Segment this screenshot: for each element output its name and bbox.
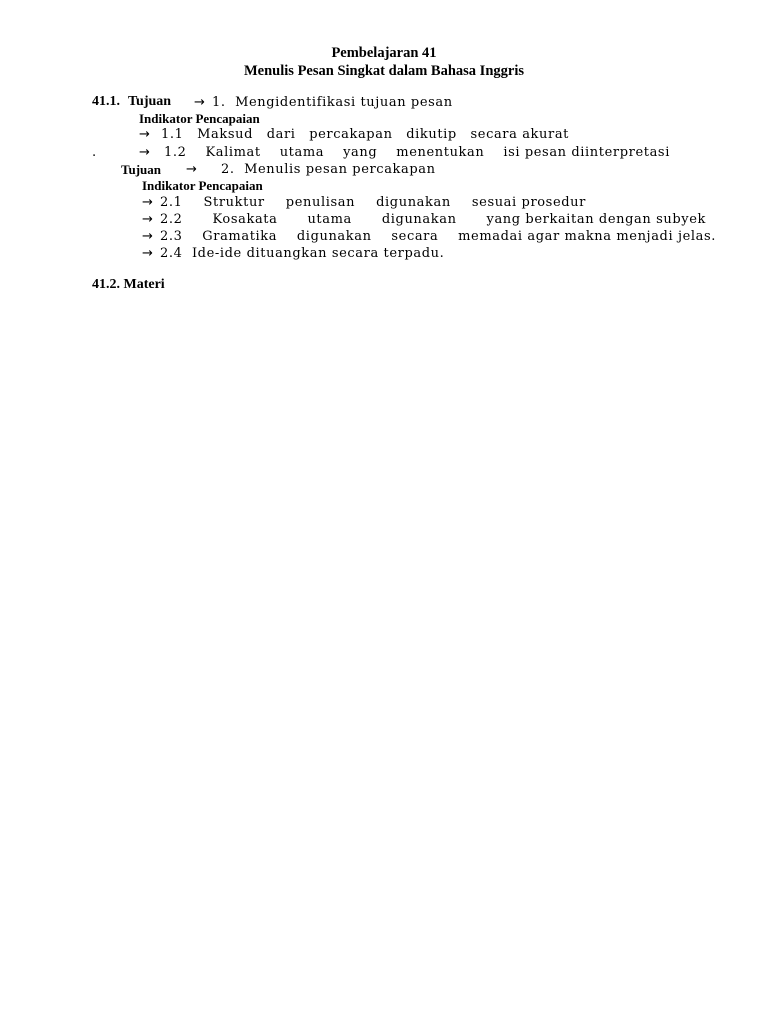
- indicator-word: Maksud: [197, 127, 254, 142]
- goal-label: Tujuan: [128, 94, 172, 109]
- indicator-2-2: [160, 212, 706, 227]
- indicator-number: 1.1: [161, 127, 184, 142]
- indicator-word: digunakan: [376, 195, 451, 210]
- goal-1-text: 1. Mengidentifikasi tujuan pesan: [212, 95, 453, 110]
- indicator-word: menentukan: [396, 145, 485, 160]
- arrow-icon: →: [142, 246, 153, 261]
- goal-2-label: Tujuan: [121, 162, 161, 177]
- indicator-word: secara: [391, 229, 439, 244]
- indicator-1-1: [161, 127, 569, 142]
- indicator-word: Kalimat: [205, 145, 261, 160]
- stray-dot: .: [92, 145, 97, 160]
- indicator-number: 1.2: [164, 145, 187, 160]
- goal-2-text: 2. Menulis pesan percakapan: [221, 162, 436, 177]
- indicator-word: utama: [307, 212, 352, 227]
- indicator-number: 2.2: [160, 212, 183, 227]
- indicator-word: percakapan: [309, 127, 393, 142]
- indicator-word: Gramatika: [202, 229, 278, 244]
- indicator-word: Kosakata: [212, 212, 278, 227]
- indicator-label-1: Indikator Pencapaian: [139, 111, 260, 126]
- arrow-icon: →: [142, 212, 153, 227]
- arrow-icon: →: [194, 95, 205, 110]
- section-number: 41.1.: [92, 94, 120, 109]
- indicator-word: yang berkaitan dengan subyek: [486, 212, 706, 227]
- indicator-word: dikutip: [406, 127, 457, 142]
- document-title: Pembelajaran 41: [331, 45, 437, 61]
- indicator-word: yang: [343, 145, 378, 160]
- arrow-icon: →: [142, 195, 153, 210]
- indicator-2-1: [160, 195, 586, 210]
- indicator-word: sesuai prosedur: [471, 195, 586, 210]
- arrow-icon: →: [142, 229, 153, 244]
- indicator-number: 2.1: [160, 195, 183, 210]
- arrow-icon: →: [186, 162, 197, 177]
- indicator-1-2: [164, 145, 670, 160]
- arrow-icon: →: [139, 127, 150, 142]
- indicator-word: utama: [279, 145, 325, 160]
- indicator-word: digunakan: [296, 229, 372, 244]
- indicator-word: penulisan: [285, 195, 356, 210]
- indicator-2-4: 2.4 Ide-ide dituangkan secara terpadu.: [160, 246, 445, 261]
- indicator-label-2: Indikator Pencapaian: [142, 178, 263, 193]
- indicator-word: isi pesan diinterpretasi: [503, 145, 670, 160]
- indicator-word: Struktur: [203, 195, 265, 210]
- document-subtitle: Menulis Pesan Singkat dalam Bahasa Inggris: [244, 63, 524, 79]
- indicator-word: memadai agar makna menjadi jelas.: [458, 229, 716, 244]
- arrow-icon: →: [139, 145, 150, 160]
- indicator-word: digunakan: [381, 212, 457, 227]
- indicator-2-3: [160, 229, 716, 244]
- indicator-number: 2.3: [160, 229, 183, 244]
- indicator-word: secara akurat: [470, 127, 569, 142]
- section-2-heading: 41.2. Materi: [92, 277, 165, 292]
- indicator-word: dari: [266, 127, 296, 142]
